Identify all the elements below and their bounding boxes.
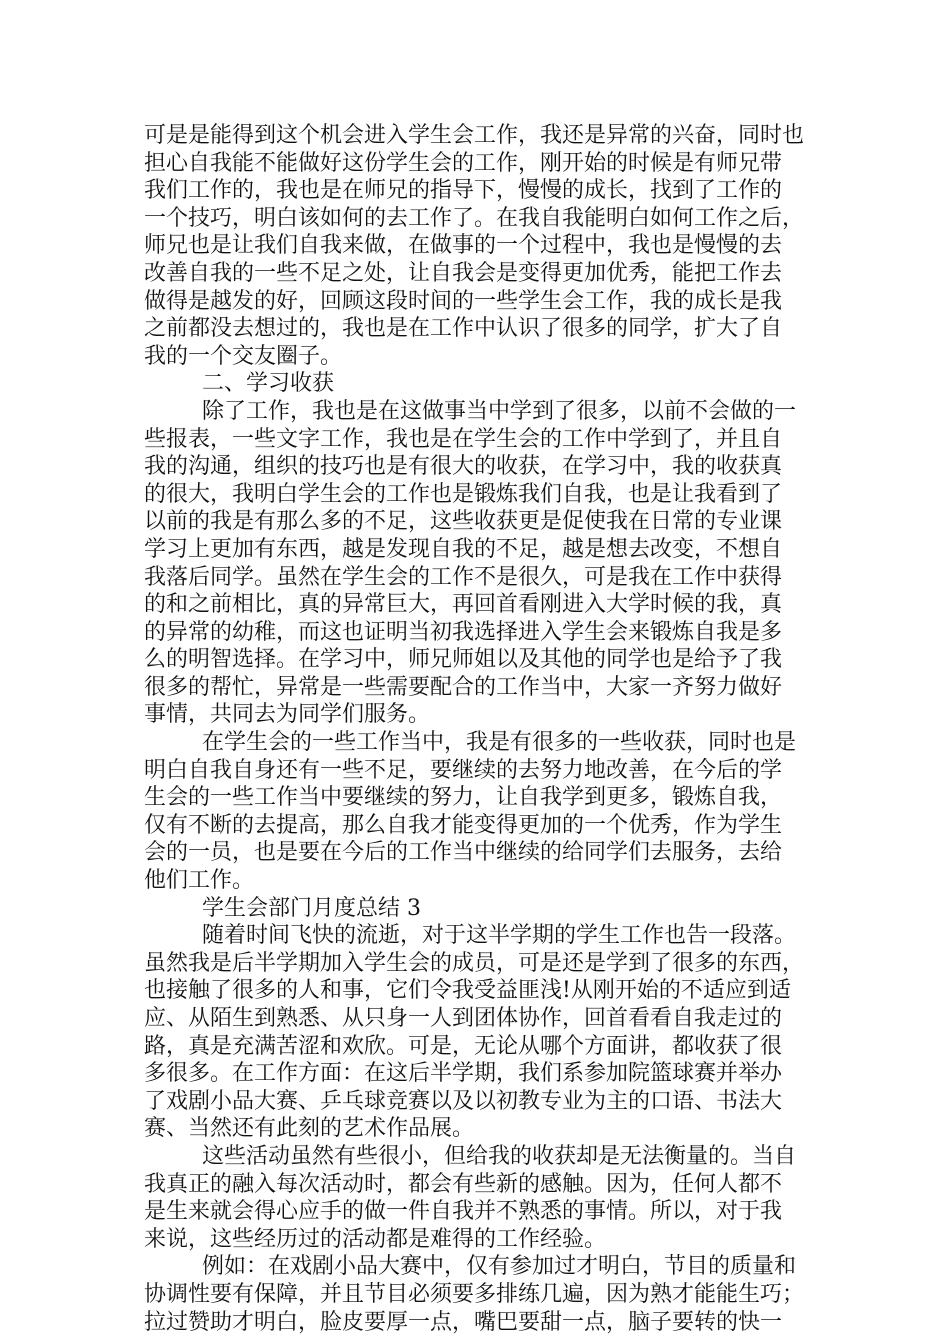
text-line: 的和之前相比，真的异常巨大，再回首看刚进入大学时候的我，真	[144, 592, 783, 618]
text-line: 例如：在戏剧小品大赛中，仅有参加过才明白，节目的质量和	[202, 1254, 797, 1280]
text-line: 二、学习收获	[202, 371, 335, 397]
text-line: 在学生会的一些工作当中，我是有很多的一些收获，同时也是	[202, 730, 797, 756]
text-line: 这些活动虽然有些很小，但给我的收获却是无法衡量的。当自	[202, 1143, 797, 1169]
text-line: 我的一个交友圈子。	[144, 343, 343, 369]
text-line: 拉过赞助才明白，脸皮要厚一点，嘴巴要甜一点，脑子要转的快一	[144, 1309, 783, 1335]
text-line: 了戏剧小品大赛、乒乓球竞赛以及以初教专业为主的口语、书法大	[144, 1088, 783, 1114]
text-line: 多很多。在工作方面：在这后半学期，我们系参加院篮球赛并举办	[144, 1061, 783, 1087]
text-line: 协调性要有保障，并且节目必须要多排练几遍，因为熟才能能生巧；	[144, 1281, 805, 1307]
text-line: 应、从陌生到熟悉、从只身一人到团体协作，回首看看自我走过的	[144, 1006, 783, 1031]
text-line: 做得是越发的好，回顾这段时间的一些学生会工作，我的成长是我	[144, 288, 783, 314]
text-line: 学习上更加有东西，越是发现自我的不足，越是想去改变，不想自	[144, 536, 783, 562]
text-line: 会的一员，也是要在今后的工作当中继续的给同学们去服务，去给	[144, 840, 783, 866]
text-line: 可是是能得到这个机会进入学生会工作，我还是异常的兴奋，同时也	[144, 123, 805, 148]
text-line: 么的明智选择。在学习中，师兄师姐以及其他的同学也是给予了我	[144, 647, 783, 673]
text-line: 随着时间飞快的流逝，对于这半学期的学生工作也告一段落。	[202, 923, 797, 949]
text-line: 一个技巧，明白该如何的去工作了。在我自我能明白如何工作之后，	[144, 205, 805, 231]
text-line: 些报表，一些文字工作，我也是在学生会的工作中学到了，并且自	[144, 426, 783, 452]
text-line: 担心自我能不能做好这份学生会的工作，刚开始的时候是有师兄带	[144, 150, 783, 176]
text-line: 是生来就会得心应手的做一件自我并不熟悉的事情。所以，对于我	[144, 1199, 783, 1225]
text-line: 我的沟通，组织的技巧也是有很大的收获，在学习中，我的收获真	[144, 454, 783, 480]
text-line: 虽然我是后半学期加入学生会的成员，可是还是学到了很多的东西，	[144, 950, 805, 976]
text-line: 以前的我是有那么多的不足，这些收获更是促使我在日常的专业课	[144, 509, 783, 535]
text-line: 生会的一些工作当中要继续的努力，让自我学到更多，锻炼自我，	[144, 785, 783, 811]
text-line: 事情，共同去为同学们服务。	[144, 702, 431, 728]
text-line: 师兄也是让我们自我来做，在做事的一个过程中，我也是慢慢的去	[144, 233, 783, 259]
text-line: 学生会部门月度总结 3	[202, 895, 421, 921]
text-line: 赛、当然还有此刻的艺术作品展。	[144, 1116, 475, 1142]
text-line: 也接触了很多的人和事，它们令我受益匪浅!从刚开始的不适应到适	[144, 978, 791, 1004]
document-page	[144, 122, 810, 1336]
text-line: 我真正的融入每次活动时，都会有些新的感触。因为，任何人都不	[144, 1171, 783, 1197]
text-line: 我落后同学。虽然在学生会的工作不是很久，可是我在工作中获得	[144, 564, 783, 590]
text-line: 的异常的幼稚，而这也证明当初我选择进入学生会来锻炼自我是多	[144, 619, 783, 645]
text-line: 除了工作，我也是在这做事当中学到了很多，以前不会做的一	[202, 398, 797, 424]
text-line: 我们工作的，我也是在师兄的指导下，慢慢的成长，找到了工作的	[144, 178, 783, 204]
text-line: 之前都没去想过的，我也是在工作中认识了很多的同学，扩大了自	[144, 316, 783, 342]
text-line: 很多的帮忙，异常是一些需要配合的工作当中，大家一齐努力做好	[144, 674, 783, 700]
text-line: 明白自我自身还有一些不足，要继续的去努力地改善，在今后的学	[144, 757, 783, 783]
text-line: 改善自我的一些不足之处，让自我会是变得更加优秀，能把工作去	[144, 260, 783, 286]
text-line: 仅有不断的去提高，那么自我才能变得更加的一个优秀，作为学生	[144, 812, 783, 838]
text-line: 路，真是充满苦涩和欢欣。可是，无论从哪个方面讲，都收获了很	[144, 1033, 783, 1059]
text-line: 来说，这些经历过的活动都是难得的工作经验。	[144, 1226, 607, 1252]
text-line: 的很大，我明白学生会的工作也是锻炼我们自我，也是让我看到了	[144, 481, 783, 507]
text-line: 他们工作。	[144, 868, 255, 894]
